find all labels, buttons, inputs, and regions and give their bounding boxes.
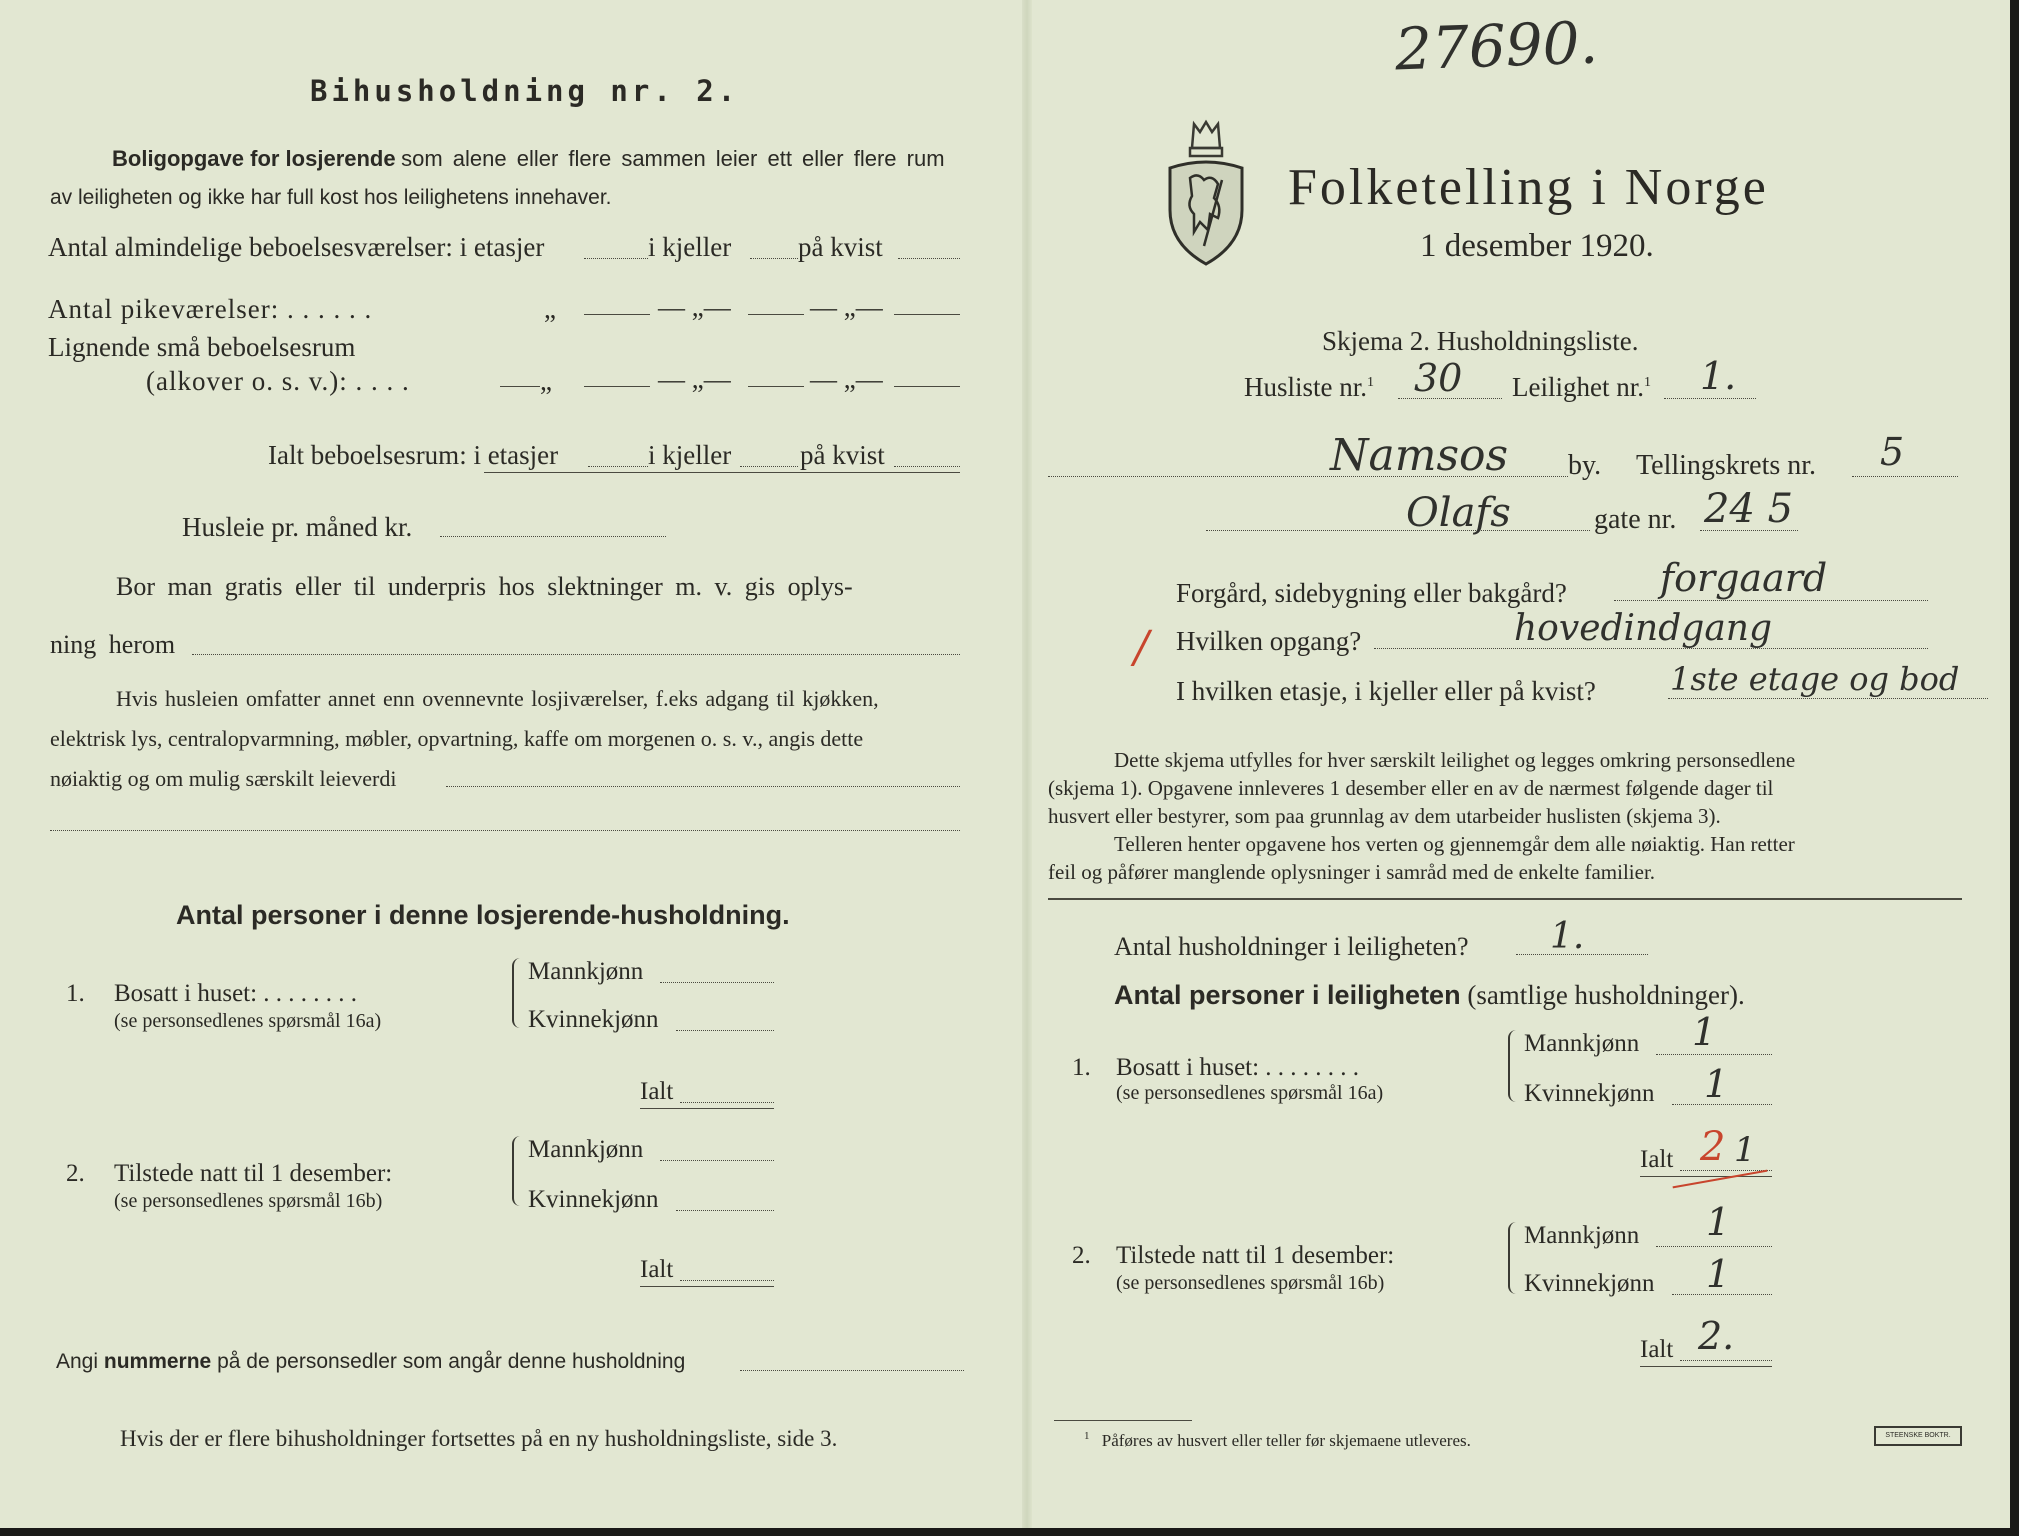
footnote-sup: 1 — [1084, 1430, 1090, 1442]
angi-pre: Angi — [56, 1350, 99, 1373]
ialt-kjeller: i kjeller — [648, 440, 732, 470]
left-q1-ialt: Ialt — [640, 1078, 674, 1105]
right-q2-note: (se personsedlenes spørsmål 16b) — [1116, 1272, 1385, 1294]
right-date: 1 desember 1920. — [1420, 228, 1654, 264]
right-q2-label: Tilstede natt til 1 desember: — [1116, 1242, 1395, 1269]
forgard-label: Forgård, sidebygning eller bakgård? — [1176, 578, 1567, 608]
by-value: Namsos — [1330, 430, 1509, 481]
footnote — [1084, 1430, 1471, 1451]
lignende-label-1: Lignende små beboelsesrum — [48, 332, 356, 362]
leilighet-label — [1512, 372, 1651, 403]
right-title: Folketelling i Norge — [1288, 159, 1769, 216]
by-label: by. — [1568, 450, 1602, 481]
intro-rest-2: av leiligheten og ikke har full kost hos leilighetens innehaver. — [50, 186, 612, 209]
left-q1-kvinne: Kvinnekjønn — [528, 1006, 659, 1033]
left-title: Bihusholdning nr. 2. — [310, 74, 740, 108]
left-intro-line-1 — [112, 146, 945, 172]
etasje-label: I hvilken etasje, i kjeller eller på kvist? — [1176, 676, 1596, 706]
left-q1-num: 1. — [66, 980, 85, 1007]
intro-rest-1: som alene eller flere sammen leier ett eller flere rum — [401, 146, 945, 171]
left-q2-ialt: Ialt — [640, 1256, 674, 1283]
page-fold — [1022, 0, 1032, 1528]
right-q1-mann-value: 1 — [1692, 1010, 1717, 1054]
krets-label: Tellingskrets nr. — [1636, 450, 1817, 481]
right-q1-ialt-struck: 1 — [1734, 1130, 1756, 1170]
husliste-sup: 1 — [1367, 375, 1375, 390]
info-line-4: Telleren henter opgavene hos verten og gjennemgår dem alle nøiaktig. Han retter — [1114, 832, 1795, 856]
angi-bold: nummerne — [103, 1350, 212, 1373]
annet-line-2: elektrisk lys, centralopvarmning, møbler, opvartning, kaffe om morgenen o. s. v., angis dette — [50, 726, 864, 751]
left-q1-note: (se personsedlenes spørsmål 16a) — [114, 1010, 382, 1032]
forgard-value: forgaard — [1660, 556, 1828, 600]
rooms-label: Antal almindelige beboelsesværelser: i etasjer — [48, 232, 545, 262]
rooms-kjeller: i kjeller — [648, 232, 732, 262]
opgang-value: hovedindgang — [1514, 608, 1773, 649]
krets-value: 5 — [1880, 430, 1905, 474]
right-q2-mann-value: 1 — [1706, 1200, 1731, 1244]
gratis-line-2: ning herom — [50, 630, 176, 659]
right-persons-bold: Antal personer i leiligheten — [1114, 980, 1461, 1010]
lignende-label-2: (alkover o. s. v.): . . . . — [146, 366, 410, 396]
left-persons-title: Antal personer i denne losjerende-husholdning. — [176, 900, 790, 930]
right-q1-mann: Mannkjønn — [1524, 1030, 1640, 1057]
ialt-kvist: på kvist — [800, 440, 885, 470]
right-q1-ialt: Ialt — [1640, 1146, 1674, 1173]
census-form-sheet: 27690. Bihusholdning nr. 2. Boligopgave for losjerende som alene eller flere sammen leier ett eller flere rum av leiligheten og ikke har full kost hos leilighetens innehaver. Antal almindelige beboelsesværelser: i etasjer i kjeller på kvist Antal pikeværelser: . . . . . . „ — „— — „— Lignende små beboelsesrum (alkover o. s. v.): . . . . „ — „— — „— Ialt beboelsesrum: i etasjer i kjeller på kvist Husleie pr. måned kr. Bor man gratis eller til underpris hos slektninger m. v. gis oplys- ning herom Hvis husleien omfatter annet enn ovennevnte losjiværelser, f.eks adgang til kjøkken, elektrisk lys, centralopvarmning, møbler, opvartning, kaffe om morgenen o. s. v., angis dette nøiaktig og om mulig særskilt leieverdi Antal personer i denne losjerende-husholdning. 1. Bosatt i huset: . . . . . . . . (se personsedlenes spørsmål 16a) Mannkjønn Kvinnekjønn Ialt 2. Tilstede natt til 1 desember: (se personsedlenes spørsmål 16b) Mannkjønn Kvinnekjønn Ialt Angi nummerne på de personsedler som angår denne husholdning Hvis der er flere bihusholdninger fortsettes på en ny husholdningsliste, side 3. Folketelling i Norge 1 desember 1920. Skjema 2. Husholdningsliste. Husliste nr.$^1$ 30 Leilighet nr.$^1$ 1. Namsos by. Tellingskrets nr. 5 Olafs gate nr. 24 5 Forgård, sidebygning eller bakgård? forgaard / Hvilken opgang? hovedindgang I hvilken etasje, i kjeller eller på kvist? 1ste etage og bod Dette skjema utfylles for hver særskilt leilighet og legges omkring personsedlene (skjema 1). Opgavene innleveres 1 desember eller en av de nærmest følgende dager til husvert eller bestyrer, som paa grunnlag av dem utarbeider huslisten (skjema 3). Telleren henter opgavene hos verten og gjennemgår dem alle nøiaktig. Han retter feil og påfører manglende oplysninger i samråd med de enkelte familier. Antal husholdninger i leiligheten? 1. Antal personer i leiligheten (samtlige husholdninger). 1. Bosatt i huset: . . . . . . . . (se personsedlenes spørsmål 16a) Mannkjønn 1 Kvinnekjønn 1 Ialt 2 1 2. Tilstede natt til 1 desember: (se personsedlenes spørsmål 16b) Mannkjønn 1 Kvinnekjønn 1 Ialt 2. $^1$ Påføres av husvert eller teller før skjemaene utleveres. STEENSKE BOKTR. — [0, 0, 2010, 1528]
right-q1-label: Bosatt i huset: . . . . . . . . — [1116, 1054, 1360, 1081]
gratis-line-1: Bor man gratis eller til underpris hos slektninger m. v. gis oplys- — [116, 572, 853, 601]
printer-stamp — [1874, 1426, 1962, 1446]
pike-label: Antal pikeværelser: . . . . . . — [48, 294, 373, 324]
right-persons-rest: (samtlige husholdninger). — [1467, 980, 1745, 1010]
ialt-rooms-label: Ialt beboelsesrum: i etasjer — [268, 440, 559, 470]
pike-ditto: „ — [544, 294, 556, 324]
gate-label: gate nr. — [1594, 504, 1677, 535]
right-q2-kvinne: Kvinnekjønn — [1524, 1270, 1655, 1297]
right-q1-ialt-value: 2 — [1700, 1124, 1726, 1170]
printer-stamp-text: STEENSKE BOKTR. — [1885, 1432, 1951, 1439]
right-q1-note: (se personsedlenes spørsmål 16a) — [1116, 1082, 1384, 1104]
info-line-1: Dette skjema utfylles for hver særskilt leilighet og legges omkring personsedlene — [1114, 748, 1796, 772]
lignende-ditto: „ — [540, 366, 552, 396]
margin-mark: / — [1134, 622, 1149, 673]
rooms-kvist: på kvist — [798, 232, 883, 262]
angi-rest: på de personsedler som angår denne husholdning — [217, 1350, 686, 1373]
right-q1-kvinne: Kvinnekjønn — [1524, 1080, 1655, 1107]
right-q2-mann: Mannkjønn — [1524, 1222, 1640, 1249]
husliste-text: Husliste nr. — [1244, 372, 1368, 402]
husleie-label: Husleie pr. måned kr. — [182, 512, 413, 542]
left-q2-kvinne: Kvinnekjønn — [528, 1186, 659, 1213]
left-q2-num: 2. — [66, 1160, 85, 1187]
right-persons-title — [1114, 980, 1745, 1011]
left-q1-mann: Mannkjønn — [528, 958, 644, 985]
left-q2-label: Tilstede natt til 1 desember: — [114, 1160, 393, 1187]
right-q2-ialt-value: 2. — [1698, 1314, 1735, 1358]
etasje-value: 1ste etage og bod — [1670, 660, 1960, 698]
gate-value: Olafs — [1406, 490, 1511, 536]
gate-nr-value: 24 5 — [1704, 486, 1794, 532]
annet-line-1: Hvis husleien omfatter annet enn ovennevnte losjiværelser, f.eks adgang til kjøkken, — [116, 686, 879, 711]
info-line-3: husvert eller bestyrer, som paa grunnlag av dem utarbeider huslisten (skjema 3). — [1048, 804, 1721, 828]
left-q1-label: Bosatt i huset: . . . . . . . . — [114, 980, 358, 1007]
leilighet-text: Leilighet nr. — [1512, 372, 1644, 402]
husliste-value: 30 — [1414, 356, 1463, 400]
intro-bold: Boligopgave for losjerende — [112, 146, 396, 171]
right-q2-num: 2. — [1072, 1242, 1091, 1269]
left-q2-mann: Mannkjønn — [528, 1136, 644, 1163]
right-q2-kvinne-value: 1 — [1706, 1252, 1731, 1296]
info-line-5: feil og påfører manglende oplysninger i samråd med de enkelte familier. — [1048, 860, 1656, 884]
opgang-label: Hvilken opgang? — [1176, 626, 1362, 656]
leilighet-sup: 1 — [1643, 375, 1651, 390]
right-q1-kvinne-value: 1 — [1704, 1062, 1729, 1106]
coat-of-arms-icon — [1164, 118, 1248, 268]
right-q1-num: 1. — [1072, 1054, 1091, 1081]
left-q2-note: (se personsedlenes spørsmål 16b) — [114, 1190, 383, 1212]
archive-number: 27690. — [1393, 8, 1600, 84]
angi-line — [56, 1350, 685, 1374]
skjema-label: Skjema 2. Husholdningsliste. — [1322, 326, 1639, 356]
leilighet-value: 1. — [1700, 354, 1737, 398]
annet-line-3: nøiaktig og om mulig særskilt leieverdi — [50, 766, 397, 791]
antal-hush-value: 1. — [1550, 916, 1585, 957]
husliste-label — [1244, 372, 1374, 403]
flere-note: Hvis der er flere bihusholdninger fortsettes på en ny husholdningsliste, side 3. — [120, 1426, 838, 1451]
footnote-text: Påføres av husvert eller teller før skjemaene utleveres. — [1101, 1430, 1471, 1450]
right-q2-ialt: Ialt — [1640, 1336, 1674, 1363]
antal-hush-label: Antal husholdninger i leiligheten? — [1114, 932, 1469, 961]
info-line-2: (skjema 1). Opgavene innleveres 1 desember eller en av de nærmest følgende dager til — [1048, 776, 1774, 800]
